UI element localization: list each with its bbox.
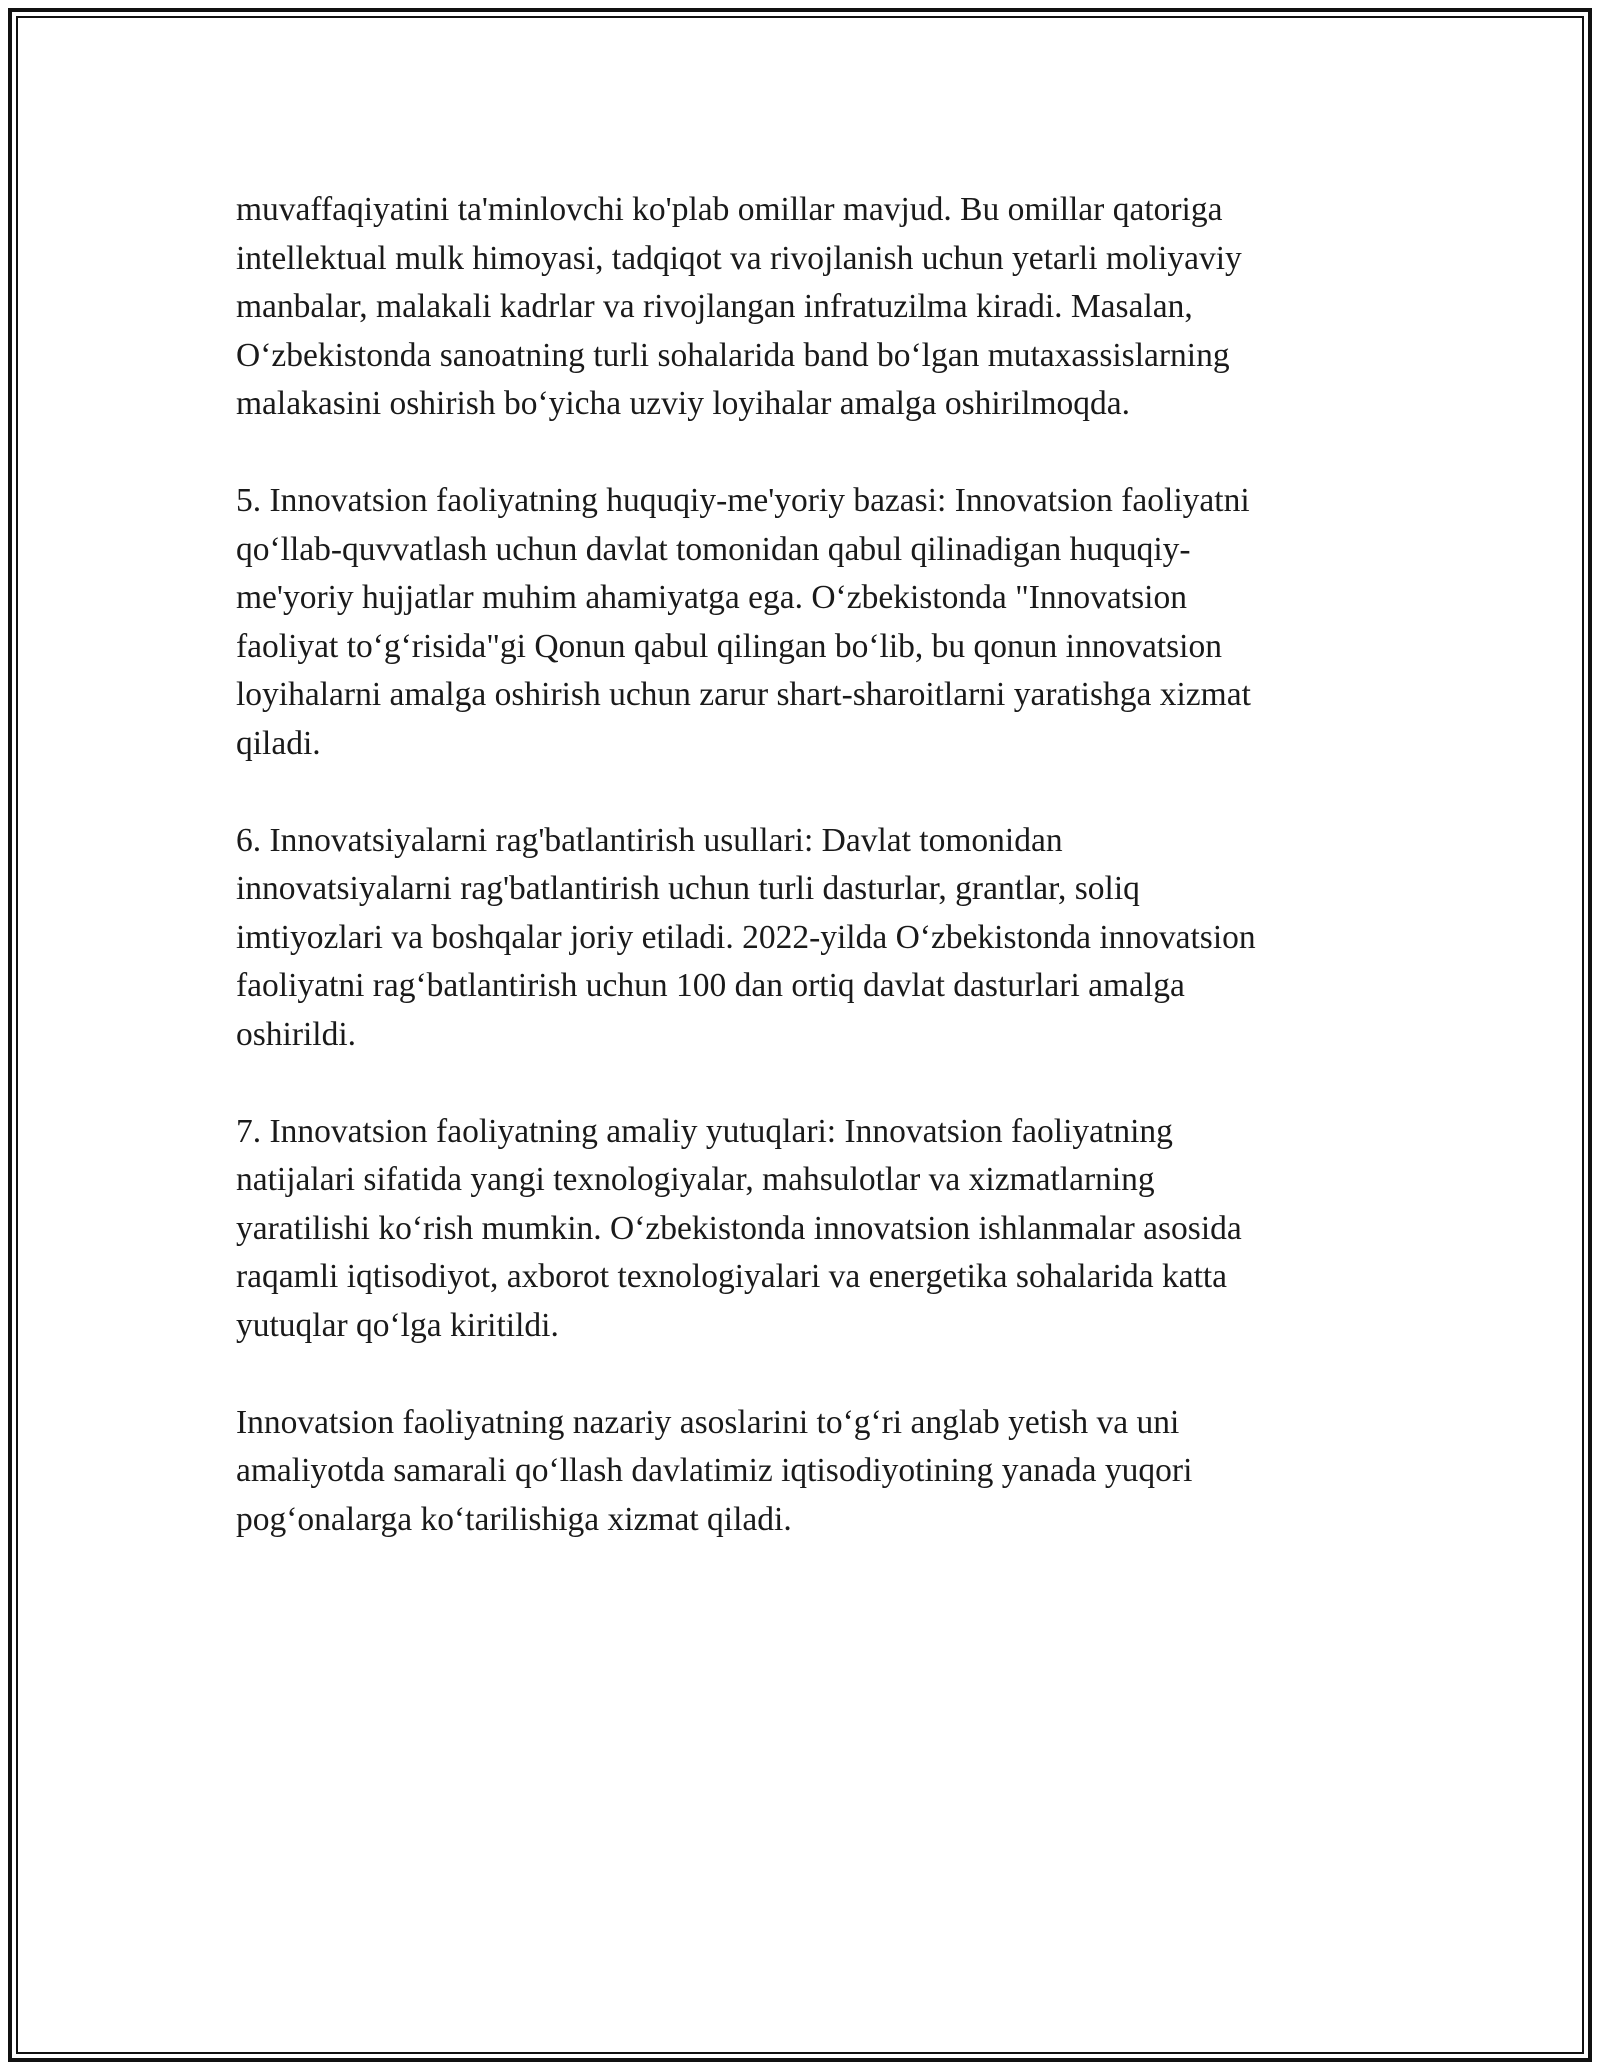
paragraph-success-factors: muvaffaqiyatini ta'minlovchi ko'plab omillar mavjud. Bu omillar qatoriga intellektual mulk himoyasi, tadqiqot va rivojlanish uchun yetarli moliyaviy manbalar, malakali kadrlar va rivojlangan infratuzilma kiradi. Masalan, O‘zbekistonda sanoatning turli sohalarida band bo‘lgan mutaxassislarning malakasini oshirish bo‘yicha uzviy loyihalar amalga oshirilmoqda. [236, 191, 1242, 422]
paragraph-practical-achievements: 7. Innovatsion faoliyatning amaliy yutuqlari: Innovatsion faoliyatning natijalari sifatida yangi texnologiyalar, mahsulotlar va xizmatlarning yaratilishi ko‘rish mumkin. O‘zbekistonda innovatsion ishlanmalar asosida raqamli iqtisodiyot, axborot texnologiyalari va energetika sohalarida katta yutuqlar qo‘lga kiritildi. [236, 1112, 1242, 1344]
document-body [236, 186, 1366, 1544]
paragraph-legal-framework: 5. Innovatsion faoliyatning huquqiy-me'yoriy bazasi: Innovatsion faoliyatni qo‘llab-quvvatlash uchun davlat tomonidan qabul qilinadigan huquqiy- me'yoriy hujjatlar muhim ahamiyatga ega. O‘zbekistonda "Innovatsion faoliyat to‘g‘risida"gi Qonun qabul qilingan bo‘lib, bu qonun innovatsion loyihalarni amalga oshirish uchun zarur shart-sharoitlarni yaratishga xizmat qiladi. [236, 482, 1251, 762]
paragraph-conclusion: Innovatsion faoliyatning nazariy asoslarini to‘g‘ri anglab yetish va uni amaliyotda samarali qo‘llash davlatimiz iqtisodiyotining yanada yuqori pog‘onalarga ko‘tarilishiga xizmat qiladi. [236, 1403, 1193, 1538]
paragraph-incentive-methods: 6. Innovatsiyalarni rag'batlantirish usullari: Davlat tomonidan innovatsiyalarni rag'batlantirish uchun turli dasturlar, grantlar, soliq imtiyozlari va boshqalar joriy etiladi. 2022-yilda O‘zbekistonda innovatsion faoliyatni rag‘batlantirish uchun 100 dan ortiq davlat dasturlari amalga oshirildi. [236, 821, 1256, 1053]
